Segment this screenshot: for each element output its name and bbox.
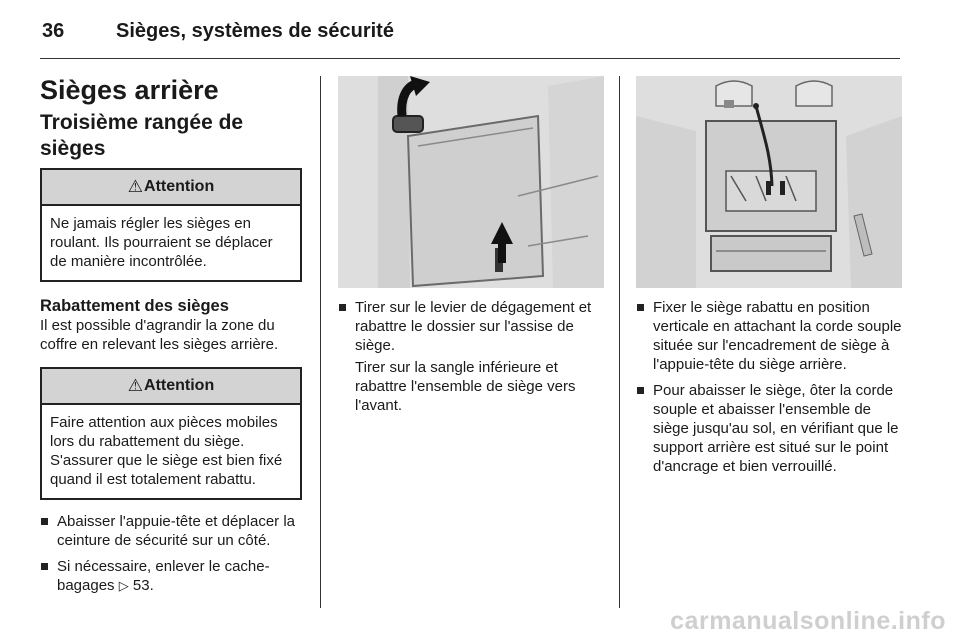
warning-heading: Attention [144, 178, 215, 195]
column-divider-1 [320, 76, 321, 608]
column-divider-2 [619, 76, 620, 608]
square-bullet-icon [41, 518, 48, 525]
list-item: Abaisser l'appuie-tête et déplacer la ceinture de sécurité sur un côté. [40, 512, 302, 550]
page-reference-link[interactable]: 53. [132, 577, 154, 594]
seat-lever-figure [338, 76, 604, 288]
warning-header [42, 170, 300, 206]
page-number: 36 [42, 20, 65, 42]
list-item: Pour abaisser le siège, ôter la corde souple et abaisser l'ensemble de siège jusqu'au sol, en vérifiant que le support arrière est situé sur le point d'ancrage et bien verrouillé. [636, 381, 902, 476]
middle-column [338, 72, 604, 415]
warning-text: Faire attention aux pièces mobiles lors du rabattement du siège. S'assurer que le siège est bien fixé quand il est totalement rabattu. [50, 414, 283, 488]
folding-intro: Il est possible d'agrandir la zone du coffre en relevant les sièges arrière. [40, 317, 279, 353]
seat-lever-illustration [338, 76, 604, 288]
list-item: Tirer sur le levier de dégagement et rabattre le dossier sur l'assise de siège. [338, 298, 604, 355]
warning-triangle-icon: ⚠ [127, 376, 144, 395]
square-bullet-icon [637, 387, 644, 394]
header-rule [40, 58, 900, 59]
warning-box-1 [40, 168, 302, 282]
list-item: Fixer le siège rabattu en position verticale en attachant la corde souple située sur l'encadrement de siège à l'appuie-tête du siège arrière. [636, 298, 902, 374]
continuation-text: Tirer sur la sangle inférieure et rabattre l'ensemble de siège vers l'avant. [355, 359, 576, 414]
section-title: Sièges arrière [40, 75, 219, 105]
warning-heading: Attention [144, 377, 215, 394]
left-bullet-list [40, 512, 302, 595]
middle-bullet-list [338, 298, 604, 355]
left-column [40, 72, 302, 602]
right-column [636, 72, 902, 483]
page-reference-arrow-icon[interactable]: ▷ [118, 578, 129, 593]
chapter-title: Sièges, systèmes de sécurité [116, 20, 394, 42]
list-item: Si nécessaire, enlever le cache-bagages ▷ 53. [40, 557, 302, 595]
warning-text: Ne jamais régler les sièges en roulant. Ils pourraient se déplacer de manière incontrôlée. [50, 215, 273, 270]
square-bullet-icon [339, 304, 346, 311]
warning-triangle-icon: ⚠ [127, 177, 144, 196]
folding-title: Rabattement des sièges [40, 297, 229, 315]
right-bullet-list [636, 298, 902, 476]
seat-strap-figure [636, 76, 902, 288]
square-bullet-icon [637, 304, 644, 311]
warning-box-2 [40, 367, 302, 500]
watermark: carmanualsonline.info [670, 607, 946, 635]
subsection-title: Troisième rangée de sièges [40, 111, 244, 160]
seat-strap-illustration [636, 76, 902, 288]
square-bullet-icon [41, 563, 48, 570]
warning-header [42, 369, 300, 405]
